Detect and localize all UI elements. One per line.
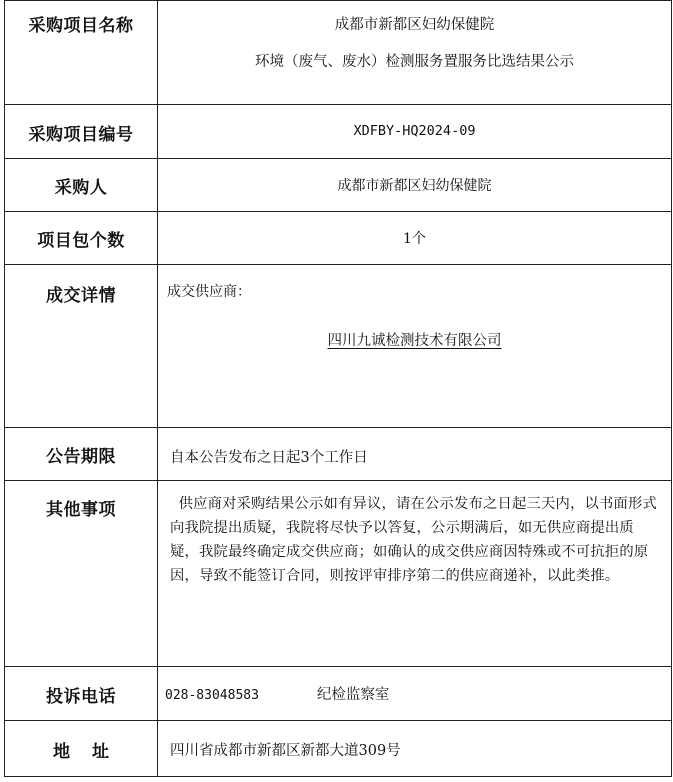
row-project-name bbox=[5, 1, 672, 105]
value-project-code bbox=[158, 105, 672, 159]
value-buyer bbox=[158, 159, 672, 212]
label-package-count bbox=[5, 212, 158, 265]
procurement-result-table bbox=[4, 0, 672, 777]
label-project-name-text: 采购项目名称 bbox=[28, 16, 134, 36]
value-deal-details bbox=[158, 265, 672, 428]
label-project-code-text: 采购项目编号 bbox=[28, 125, 134, 145]
label-address bbox=[5, 721, 158, 777]
label-other-matters bbox=[5, 481, 158, 667]
label-complaint-phone bbox=[5, 667, 158, 721]
label-deal-details bbox=[5, 265, 158, 428]
label-other-matters-text: 其他事项 bbox=[46, 500, 116, 520]
row-deal-details bbox=[5, 265, 672, 428]
address: 四川省成都市新都区新都大道309号 bbox=[170, 743, 401, 759]
deal-supplier: 四川九诚检测技术有限公司 bbox=[327, 333, 502, 349]
complaint-department: 纪检监察室 bbox=[316, 687, 390, 703]
value-complaint-phone bbox=[158, 667, 672, 721]
label-notice-period-text: 公告期限 bbox=[46, 447, 116, 467]
value-package-count bbox=[158, 212, 672, 265]
row-project-code bbox=[5, 105, 672, 159]
label-deal-details-text: 成交详情 bbox=[46, 286, 116, 306]
deal-prefix: 成交供应商： bbox=[167, 284, 251, 300]
value-other-matters bbox=[158, 481, 672, 667]
buyer-name: 成都市新都区妇幼保健院 bbox=[337, 178, 492, 194]
label-notice-period bbox=[5, 428, 158, 481]
deal-supplier-wrap bbox=[158, 301, 671, 350]
row-address bbox=[5, 721, 672, 777]
complaint-phone-number: 028-83048583 bbox=[165, 688, 259, 703]
other-matters-text: 供应商对采购结果公示如有异议，请在公示发布之日起三天内，以书面形式向我院提出质疑，我院将尽快予以答复，公示期满后，如无供应商提出质疑，我院最终确定成交供应商；如确认的成交供应商因特殊或不可抗拒的原因，导致不能签订合同，则按评审排序第二的供应商递补，以此类推。 bbox=[170, 496, 657, 584]
package-count: 1个 bbox=[403, 231, 426, 247]
notice-period: 自本公告发布之日起3个工作日 bbox=[170, 450, 368, 466]
row-package-count bbox=[5, 212, 672, 265]
value-address bbox=[158, 721, 672, 777]
label-project-name bbox=[5, 1, 158, 105]
label-buyer-text: 采购人 bbox=[54, 178, 108, 198]
project-name-line2: 环境（废气、废水）检测服务置服务比选结果公示 bbox=[255, 54, 574, 70]
complaint-phone-wrap bbox=[158, 667, 671, 704]
project-name-line1: 成都市新都区妇幼保健院 bbox=[334, 17, 495, 33]
row-complaint-phone bbox=[5, 667, 672, 721]
row-buyer bbox=[5, 159, 672, 212]
label-address-text: 地址 bbox=[53, 742, 131, 762]
value-project-name bbox=[158, 1, 672, 105]
row-other-matters bbox=[5, 481, 672, 667]
label-project-code bbox=[5, 105, 158, 159]
value-notice-period bbox=[158, 428, 672, 481]
label-buyer bbox=[5, 159, 158, 212]
row-notice-period bbox=[5, 428, 672, 481]
label-package-count-text: 项目包个数 bbox=[37, 231, 125, 251]
label-complaint-phone-text: 投诉电话 bbox=[46, 687, 116, 707]
project-code: XDFBY-HQ2024-09 bbox=[353, 123, 476, 139]
